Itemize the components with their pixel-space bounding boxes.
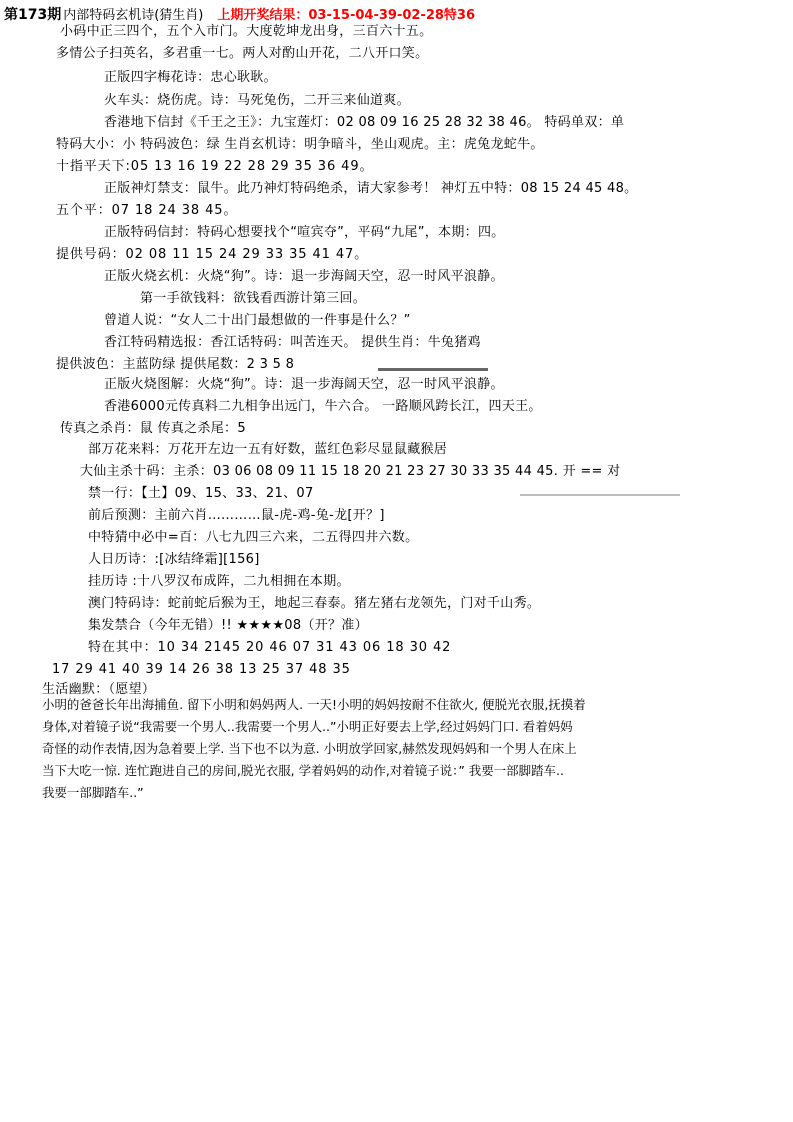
smudge-mark — [520, 494, 680, 496]
text-line: 集发禁合（今年无错）!! ★★★★08（开？准） — [88, 618, 368, 633]
text-line: 挂历诗 :十八罗汉布成阵，二九相拥在本期。 — [88, 574, 350, 589]
story-line: 奇怪的动作表情,因为急着要上学. 当下也不以为意. 小明放学回家,赫然发现妈妈和一个男人在床上 — [42, 741, 577, 756]
smudge-mark — [378, 368, 488, 371]
story-line: 小明的爸爸长年出海捕鱼. 留下小明和妈妈两人. 一天!小明的妈妈按耐不住欲火, 便脱光衣服,抚摸着 — [42, 697, 586, 712]
page-title: 内部特码玄机诗(猜生肖) — [63, 8, 204, 23]
text-line: 正版神灯禁支：鼠牛。此乃神灯特码绝杀，请大家参考！ 神灯五中特：08 15 24 45 48。 — [104, 181, 638, 196]
text-line: 正版火烧图解：火烧“狗”。诗：退一步海阔天空，忍一时风平浪静。 — [104, 377, 504, 392]
text-line: 17 29 41 40 39 14 26 38 13 25 37 48 35 — [52, 662, 351, 677]
text-line: 大仙主杀十码：主杀：03 06 08 09 11 15 18 20 21 23 27 30 33 35 44 45. 开 == 对 — [80, 464, 621, 479]
text-line: 正版特码信封：特码心想要找个“喧宾夺”，平码“九尾”，本期：四。 — [104, 225, 505, 240]
text-line: 香江特码精选报：香江话特码：叫苦连天。 提供生肖：牛兔猪鸡 — [104, 335, 481, 350]
text-line: 小码中正三四个，五个入市门。大度乾坤龙出身，三百六十五。 — [60, 24, 433, 39]
text-line: 特码大小：小 特码波色：绿 生肖玄机诗：明争暗斗，坐山观虎。主：虎兔龙蛇牛。 — [56, 137, 544, 152]
text-line: 部万花来料：万花开左边一五有好数，蓝红色彩尽显鼠藏猴居 — [88, 442, 448, 457]
text-line: 人日历诗：:[冰结绛霜][156] — [88, 552, 260, 567]
last-draw-result: 上期开奖结果：03-15-04-39-02-28特36 — [217, 8, 476, 23]
story-line: 当下大吃一惊. 连忙跑进自己的房间,脱光衣服, 学着妈妈的动作,对着镜子说：” 我要一部脚踏车.. — [42, 763, 564, 778]
text-line: 曾道人说：“女人二十出门最想做的一件事是什么？” — [104, 313, 411, 328]
header — [4, 4, 793, 24]
text-line: 前后预测：主前六肖…………鼠-虎-鸡-兔-龙[开？] — [88, 508, 385, 523]
text-line: 正版火烧玄机：火烧“狗”。诗：退一步海阔天空，忍一时风平浪静。 — [104, 269, 504, 284]
text-line: 多情公子扫英名，多君重一七。两人对酌山开花，二八开口笑。 — [56, 46, 429, 61]
text-line: 特在其中：10 34 2145 20 46 07 31 43 06 18 30 42 — [88, 640, 452, 655]
text-line: 提供号码：02 08 11 15 24 29 33 35 41 47。 — [56, 247, 369, 262]
humor-story — [42, 694, 793, 804]
text-line: 澳门特码诗：蛇前蛇后猴为王，地起三春泰。猪左猪右龙领先，门对千山秀。 — [88, 596, 541, 611]
text-line: 禁一行：【土】09、15、33、21、07 — [88, 486, 314, 501]
text-line: 中特猜中必中=百：八七九四三六来，二五得四井六数。 — [88, 530, 419, 545]
text-line: 香港地下信封《千王之王》：九宝莲灯：02 08 09 16 25 28 32 38 46。 特码单双：单 — [104, 115, 625, 130]
story-line: 身体,对着镜子说“我需要一个男人..我需要一个男人..”小明正好要去上学,经过妈妈门口. 看着妈妈 — [42, 719, 573, 734]
text-line: 第一手欲钱料：欲钱看西游计第三回。 — [140, 291, 367, 306]
story-line: 我要一部脚踏车..” — [42, 785, 144, 800]
text-line: 十指平天下:05 13 16 19 22 28 29 35 36 49。 — [56, 159, 374, 174]
text-line: 香港6000元传真料二九相争出远门，牛六合。 一路顺风跨长江，四天王。 — [104, 399, 542, 414]
text-line: 提供波色：主蓝防绿 提供尾数：2 3 5 8 — [56, 357, 295, 372]
text-line: 火车头：烧伤虎。诗：马死兔伤，二开三来仙道爽。 — [104, 93, 410, 108]
text-line: 传真之杀肖：鼠 传真之杀尾：5 — [60, 421, 246, 436]
text-line: 正版四字梅花诗：忠心耿耿。 — [104, 70, 277, 85]
text-line: 生活幽默：（愿望） — [42, 682, 156, 697]
issue-number: 第173期 — [4, 7, 62, 23]
text-line: 五个平：07 18 24 38 45。 — [56, 203, 238, 218]
